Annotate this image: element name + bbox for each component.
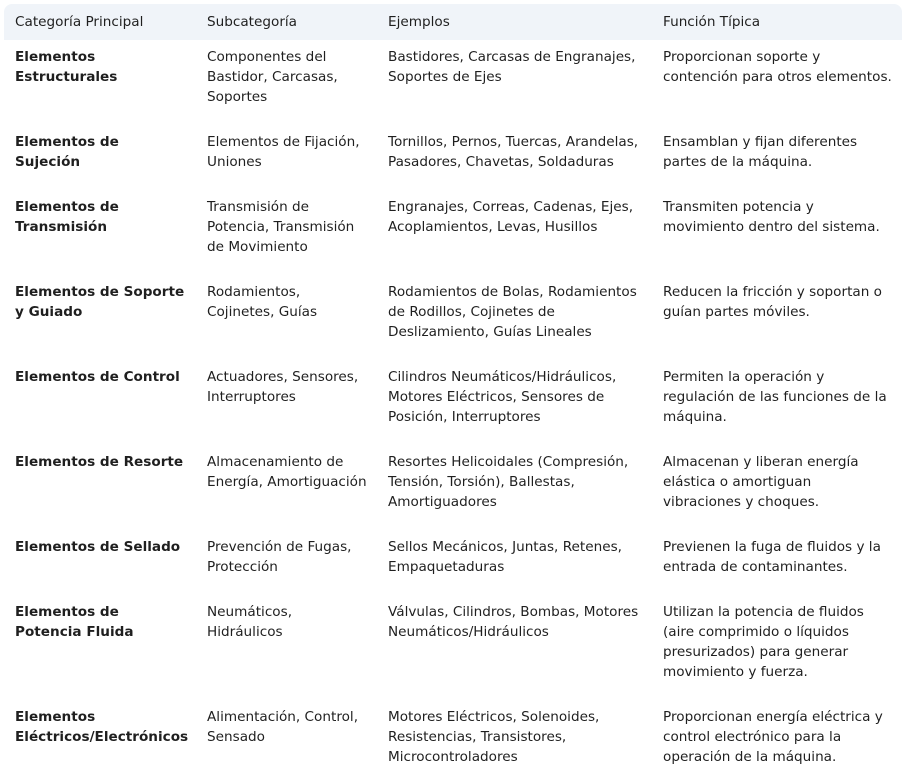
- cell-ejemplos: Resortes Helicoidales (Compresión, Tensión, Torsión), Ballestas, Amortiguadores: [377, 444, 652, 529]
- table-row: [4, 359, 902, 444]
- cell-ejemplos: Cilindros Neumáticos/Hidráulicos, Motores Eléctricos, Sensores de Posición, Interruptores: [377, 359, 652, 444]
- cell-subcategoria: Prevención de Fugas, Protección: [196, 529, 377, 594]
- table-row: [4, 699, 902, 784]
- cell-funcion: Proporcionan energía eléctrica y control electrónico para la operación de la máquina.: [652, 699, 902, 784]
- cell-subcategoria: Almacenamiento de Energía, Amortiguación: [196, 444, 377, 529]
- cell-categoria: Elementos Eléctricos/Electrónicos: [4, 699, 196, 784]
- cell-categoria: Elementos de Transmisión: [4, 189, 196, 274]
- cell-funcion: Utilizan la potencia de fluidos (aire comprimido o líquidos presurizados) para generar movimiento y fuerza.: [652, 594, 902, 699]
- cell-ejemplos: Engranajes, Correas, Cadenas, Ejes, Acoplamientos, Levas, Husillos: [377, 189, 652, 274]
- cell-ejemplos: Tornillos, Pernos, Tuercas, Arandelas, Pasadores, Chavetas, Soldaduras: [377, 124, 652, 189]
- header-categoria-principal: Categoría Principal: [4, 4, 196, 40]
- cell-subcategoria: Alimentación, Control, Sensado: [196, 699, 377, 784]
- cell-categoria: Elementos de Soporte y Guiado: [4, 274, 196, 359]
- table-row: [4, 529, 902, 594]
- cell-funcion: Almacenan y liberan energía elástica o amortiguan vibraciones y choques.: [652, 444, 902, 529]
- cell-funcion: Proporcionan soporte y contención para otros elementos.: [652, 40, 902, 124]
- cell-categoria: Elementos de Sujeción: [4, 124, 196, 189]
- cell-subcategoria: Actuadores, Sensores, Interruptores: [196, 359, 377, 444]
- table-row: [4, 40, 902, 124]
- cell-funcion: Ensamblan y fijan diferentes partes de la máquina.: [652, 124, 902, 189]
- cell-categoria: Elementos de Control: [4, 359, 196, 444]
- table-row: [4, 124, 902, 189]
- table-header: [4, 4, 902, 40]
- cell-ejemplos: Rodamientos de Bolas, Rodamientos de Rodillos, Cojinetes de Deslizamiento, Guías Lineales: [377, 274, 652, 359]
- header-subcategoria: Subcategoría: [196, 4, 377, 40]
- cell-subcategoria: Neumáticos, Hidráulicos: [196, 594, 377, 699]
- header-row: [4, 4, 902, 40]
- table-row: [4, 594, 902, 699]
- table-row: [4, 444, 902, 529]
- cell-subcategoria: Componentes del Bastidor, Carcasas, Soportes: [196, 40, 377, 124]
- cell-ejemplos: Motores Eléctricos, Solenoides, Resistencias, Transistores, Microcontroladores: [377, 699, 652, 784]
- table-body: [4, 40, 902, 784]
- cell-categoria: Elementos Estructurales: [4, 40, 196, 124]
- cell-funcion: Transmiten potencia y movimiento dentro del sistema.: [652, 189, 902, 274]
- machine-elements-table-container: [4, 4, 902, 784]
- cell-subcategoria: Transmisión de Potencia, Transmisión de Movimiento: [196, 189, 377, 274]
- cell-subcategoria: Elementos de Fijación, Uniones: [196, 124, 377, 189]
- machine-elements-table: [4, 4, 902, 784]
- table-row: [4, 189, 902, 274]
- cell-ejemplos: Bastidores, Carcasas de Engranajes, Soportes de Ejes: [377, 40, 652, 124]
- cell-subcategoria: Rodamientos, Cojinetes, Guías: [196, 274, 377, 359]
- table-row: [4, 274, 902, 359]
- header-funcion-tipica: Función Típica: [652, 4, 902, 40]
- cell-funcion: Reducen la fricción y soportan o guían partes móviles.: [652, 274, 902, 359]
- header-ejemplos: Ejemplos: [377, 4, 652, 40]
- cell-funcion: Permiten la operación y regulación de las funciones de la máquina.: [652, 359, 902, 444]
- cell-categoria: Elementos de Potencia Fluida: [4, 594, 196, 699]
- cell-categoria: Elementos de Sellado: [4, 529, 196, 594]
- cell-ejemplos: Sellos Mecánicos, Juntas, Retenes, Empaquetaduras: [377, 529, 652, 594]
- cell-funcion: Previenen la fuga de fluidos y la entrada de contaminantes.: [652, 529, 902, 594]
- cell-categoria: Elementos de Resorte: [4, 444, 196, 529]
- cell-ejemplos: Válvulas, Cilindros, Bombas, Motores Neumáticos/Hidráulicos: [377, 594, 652, 699]
